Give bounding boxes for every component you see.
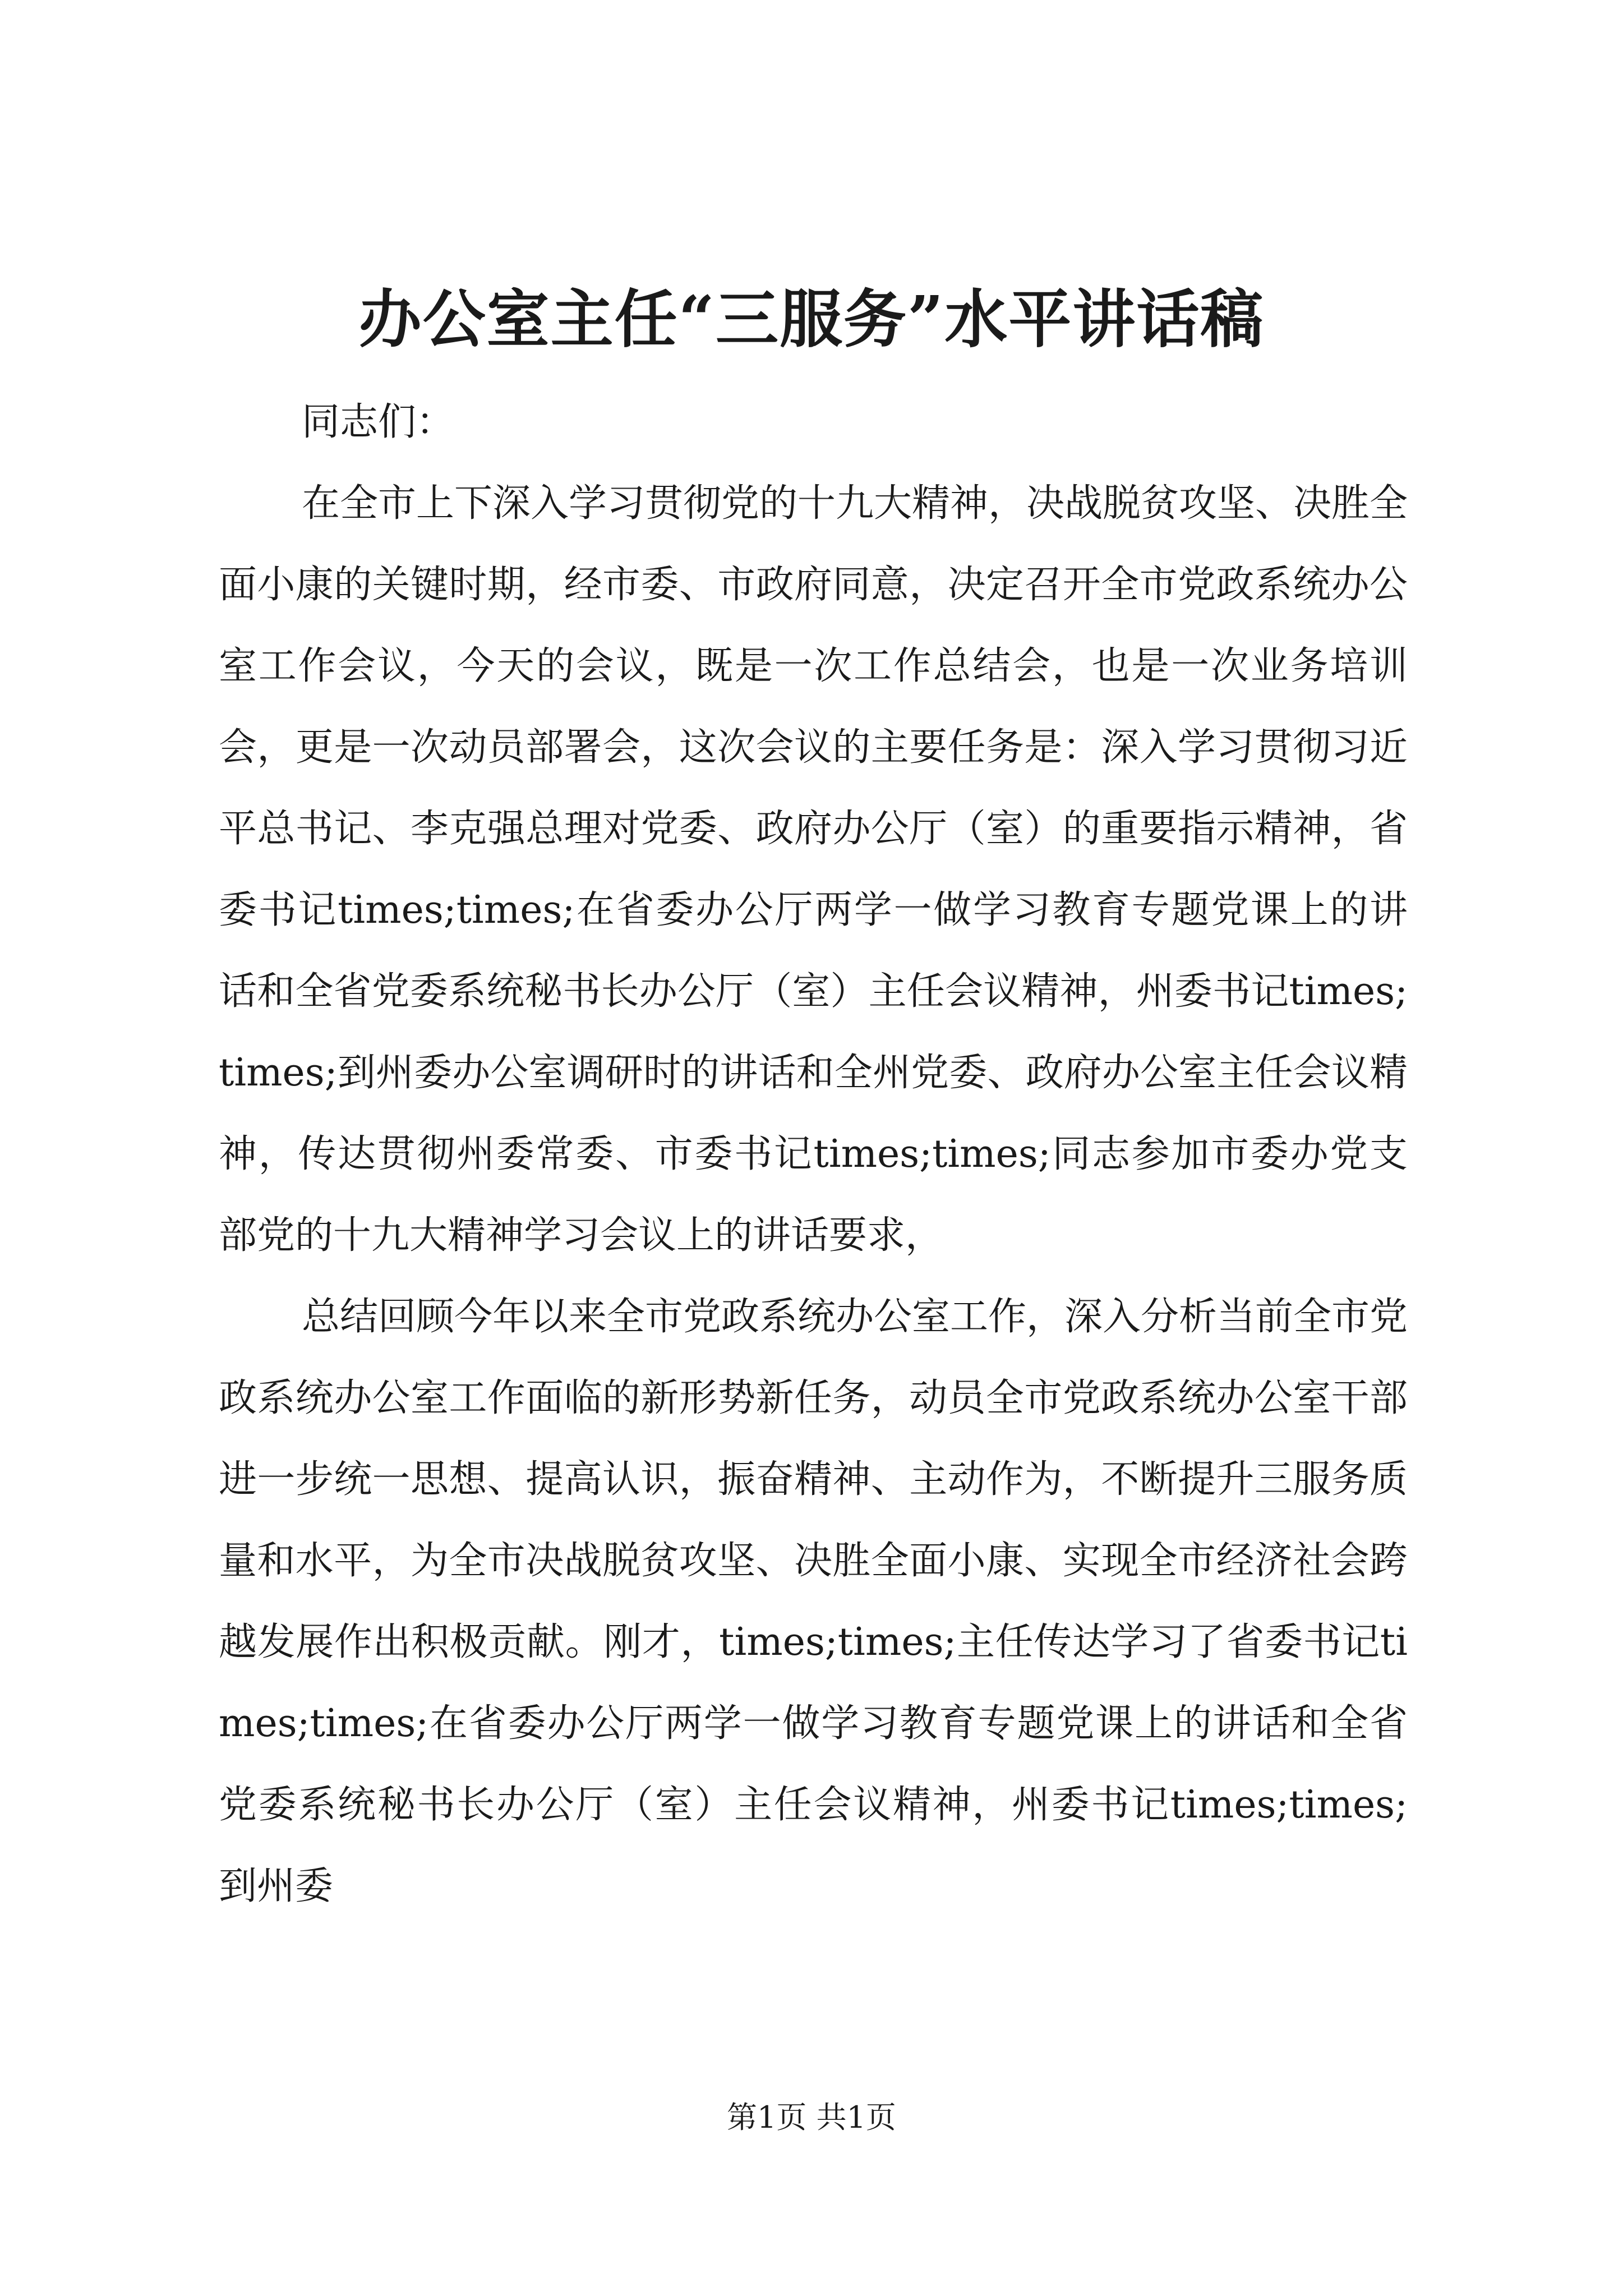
page-footer: 第1页 共1页 xyxy=(727,2100,896,2135)
paragraph-1: 在全市上下深入学习贯彻党的十九大精神，决战脱贫攻坚、决胜全面小康的关键时期，经市委、市政府同意，决定召开全市党政系统办公室工作会议，今天的会议，既是一次工作总结会，也是一次业务培训会，更是一次动员部署会，这次会议的主要任务是：深入学习贯彻习近平总书记、李克强总理对党委、政府办公厅（室）的重要指示精神，省委书记times;times;在省委办公厅两学一做学习教育专题党课上的讲话和全省党委系统秘书长办公厅（室）主任会议精神，州委书记times;times;到州委办公室调研时的讲话和全州党委、政府办公室主任会议精神，传达贯彻州委常委、市委书记times;times;同志参加市委办党支部党的十九大精神学习会议上的讲话要求， xyxy=(219,481,1408,1258)
paragraph-2: 总结回顾今年以来全市党政系统办公室工作，深入分析当前全市党政系统办公室工作面临的新形势新任务，动员全市党政系统办公室干部进一步统一思想、提高认识，振奋精神、主动作为，不断提升三服务质量和水平，为全市决战脱贫攻坚、决胜全面小康、实现全市经济社会跨越发展作出积极贡献。刚才，times;times;主任传达学习了省委书记times;times;在省委办公厅两学一做学习教育专题党课上的讲话和全省党委系统秘书长办公厅（室）主任会议精神，州委书记times;times;到州委 xyxy=(219,1295,1408,1908)
document-body xyxy=(219,381,1408,1927)
document-title: 办公室主任“三服务”水平讲话稿 xyxy=(358,283,1265,356)
salutation: 同志们： xyxy=(302,400,455,444)
